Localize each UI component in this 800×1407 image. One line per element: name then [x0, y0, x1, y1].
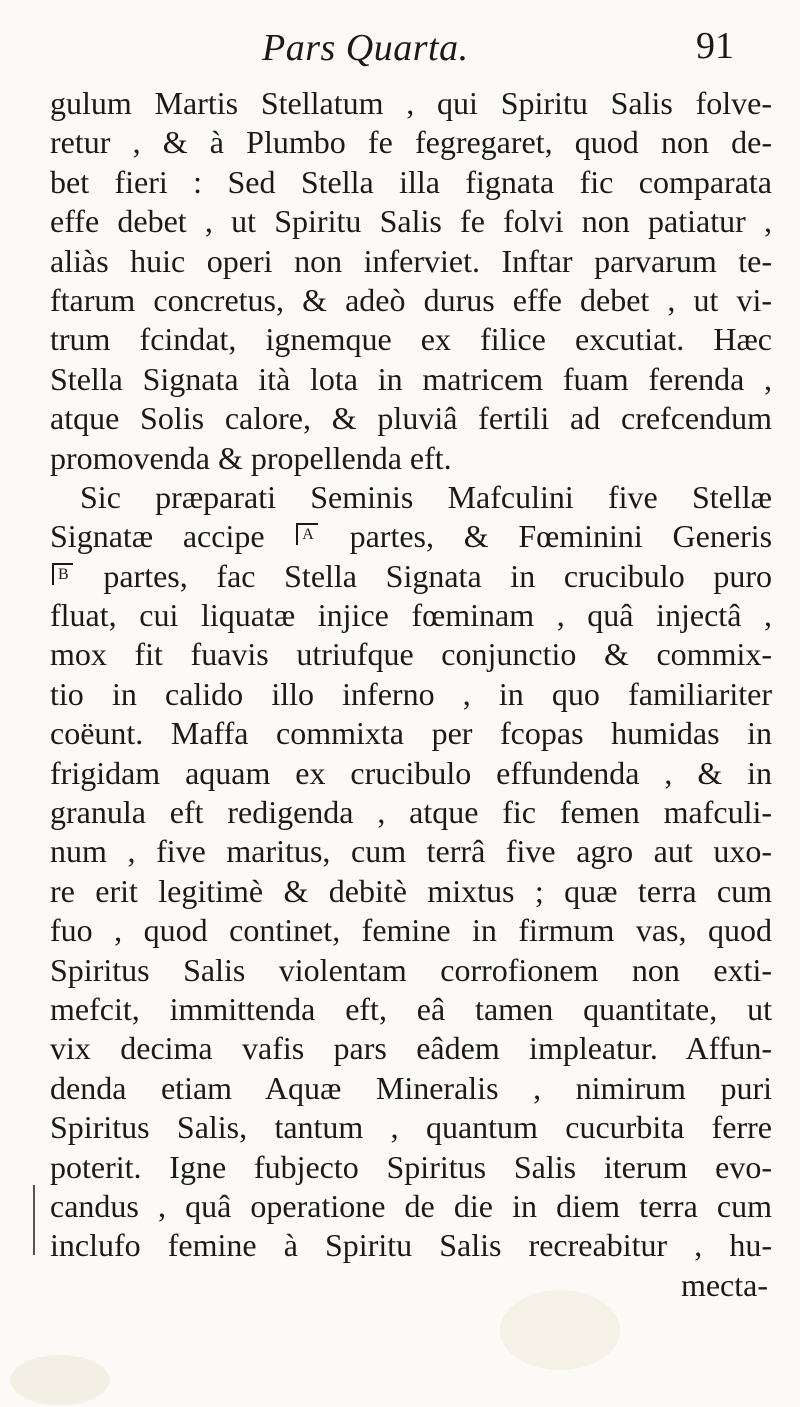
text-line: effe debet , ut Spiritu Salis fe folvi non patiatur ,: [50, 203, 772, 240]
text-line: denda etiam Aquæ Mineralis , nimirum puri: [50, 1069, 772, 1106]
text-line: Stella Signata ità lota in matricem fuam ferenda ,: [50, 360, 772, 397]
text-line: num , five maritus, cum terrâ five agro aut uxo-: [50, 833, 772, 870]
text-line: bet fieri : Sed Stella illa fignata fic comparata: [50, 163, 772, 200]
text-line: atque Solis calore, & pluviâ fertili ad crefcendum: [50, 400, 772, 437]
page-number: 91: [696, 25, 734, 67]
text-line: [50, 517, 772, 556]
text-line: granula eft redigenda , atque fic femen mafculi-: [50, 794, 772, 831]
text-line: Spiritus Salis, tantum , quantum cucurbita ferre: [50, 1109, 772, 1146]
text-line: retur , & à Plumbo fe fegregaret, quod non de-: [50, 124, 772, 161]
text-line: tio in calido illo inferno , in quo familiariter: [50, 675, 772, 712]
reference-mark-a: A: [296, 523, 318, 545]
text-line: aliàs huic operi non inferviet. Inftar parvarum te-: [50, 242, 772, 279]
text-line: promovenda & propellenda eft.: [50, 439, 452, 476]
text-fragment: partes, fac Stella Signata in crucibulo puro: [103, 557, 773, 594]
text-line: candus , quâ operatione de die in diem terra cum: [50, 1187, 772, 1224]
text-fragment: Signatæ accipe: [50, 518, 265, 555]
text-line: inclufo femine à Spiritu Salis recreabitur , hu-: [50, 1227, 772, 1264]
text-line: mefcit, immittenda eft, eâ tamen quantitate, ut: [50, 990, 772, 1027]
text-line: fuo , quod continet, femine in firmum vas, quod: [50, 912, 772, 949]
text-line: mox fit fuavis utriufque conjunctio & commix-: [50, 636, 772, 673]
text-line: re erit legitimè & debitè mixtus ; quæ terra cum: [50, 872, 772, 909]
text-line: frigidam aquam ex crucibulo effundenda , & in: [50, 754, 772, 791]
text-line: coëunt. Maffa commixta per fcopas humidas in: [50, 715, 772, 752]
running-head: Pars Quarta.: [262, 27, 469, 69]
text-fragment: partes, & Fœminini Generis: [349, 518, 773, 555]
text-line: ftarum concretus, & adeò durus effe debet , ut vi-: [50, 281, 772, 318]
text-line: Spiritus Salis violentam corrofionem non exti-: [50, 951, 772, 988]
catchword: mecta-: [680, 1266, 768, 1303]
text-line: vix decima vafis pars eâdem impleatur. Affun-: [50, 1030, 772, 1067]
body-text: [50, 84, 772, 1305]
text-line: fluat, cui liquatæ injice fœminam , quâ injectâ ,: [50, 597, 772, 634]
page-header: [0, 18, 800, 80]
text-line: poterit. Igne fubjecto Spiritus Salis iterum evo-: [50, 1148, 772, 1185]
reference-mark-b: B: [52, 563, 73, 585]
text-line: trum fcindat, ignemque ex filice excutiat. Hæc: [50, 321, 772, 358]
text-line: [50, 557, 772, 596]
text-line: gulum Martis Stellatum , qui Spiritu Salis folve-: [50, 85, 772, 121]
text-line: Sic præparati Seminis Mafculini five Stellæ: [80, 478, 772, 515]
